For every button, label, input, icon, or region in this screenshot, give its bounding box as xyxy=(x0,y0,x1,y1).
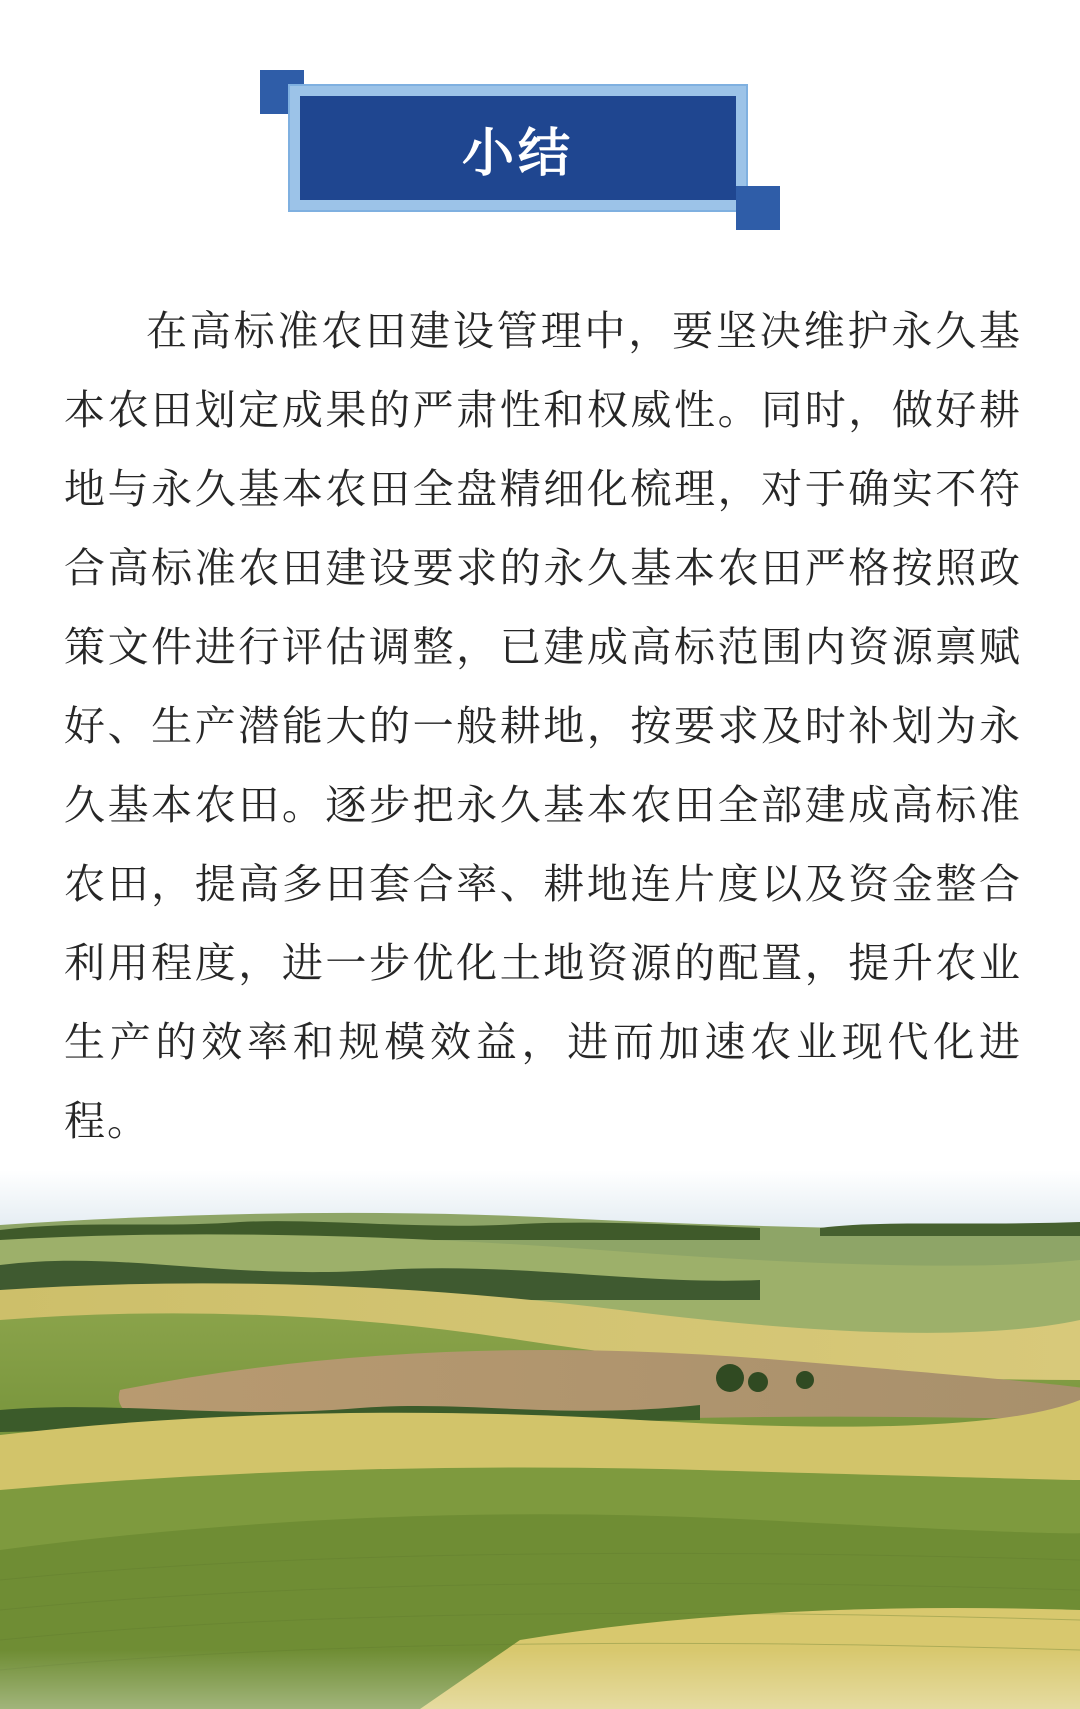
section-title-badge xyxy=(260,70,780,230)
badge-corner-bottom-right xyxy=(736,186,780,230)
section-title: 小结 xyxy=(461,123,574,184)
farmland-landscape-image xyxy=(0,1170,1080,1709)
article-paragraph: 在高标准农田建设管理中，要坚决维护永久基本农田划定成果的严肃性和权威性。同时，做好耕地与永久基本农田全盘精细化梳理，对于确实不符合高标准农田建设要求的永久基本农田严格按照政策文件进行评估调整，已建成高标范围内资源禀赋好、生产潜能大的一般耕地，按要求及时补划为永久基本农田。逐步把永久基本农田全部建成高标准农田，提高多田套合率、耕地连片度以及资金整合利用程度，进一步优化土地资源的配置，提升农业生产的效率和规模效益，进而加速农业现代化进程。 xyxy=(64,307,1022,1145)
badge-inner xyxy=(300,96,736,200)
badge-frame xyxy=(288,84,748,212)
